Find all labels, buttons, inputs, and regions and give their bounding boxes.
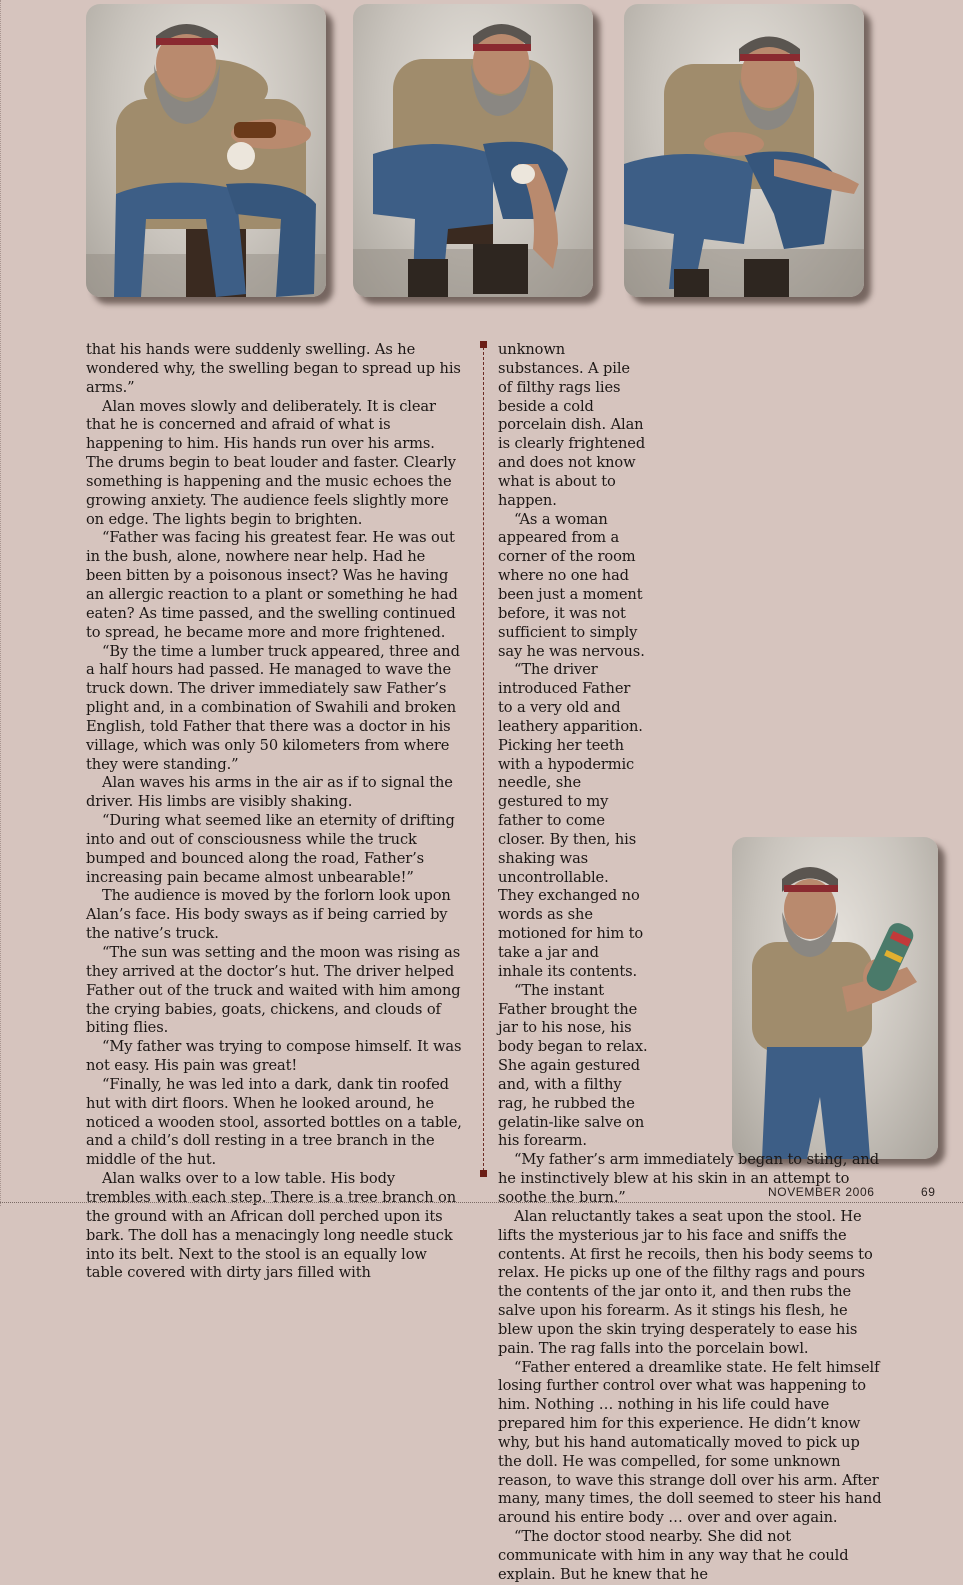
issue-date: NOVEMBER 2006: [768, 1185, 875, 1199]
photo-open-hand: [624, 4, 864, 297]
photo-rubbing-arm: [353, 4, 593, 297]
divider-top-cap: [480, 341, 487, 348]
man-open-hand-illustration: [624, 4, 864, 297]
paragraph: “Father was facing his greatest fear. He was out in the bush, alone, nowhere near help. Had he been bitten by a poisonous insect? Was he having an allergic reaction to a plant or something he had eaten? As time passed, and the swelling continued to spread, he became more and more frightened.: [86, 529, 458, 641]
paragraph: Alan walks over to a low table. His body trembles with each step. There is a tree branch on the ground with an African doll perched upon its bark. The doll has a menacingly long needle stuck into its belt. Next to the stool is an equally low table covered with dirty jars filled with: [86, 1170, 457, 1282]
paragraph: Alan moves slowly and deliberately. It is clear that he is concerned and afraid of what is happening to him. His hands run over his arms. The drums begin to beat louder and faster. Clearly something is happening and the music echoes the growing anxiety. The audience feels slightly more on edge. The lights begin to brighten.: [86, 397, 456, 528]
article-column-right: [498, 341, 886, 1585]
paragraph: “By the time a lumber truck appeared, three and a half hours had passed. He managed to wave the truck down. The driver immediately saw Father’s plight and, in a combination of Swahili and broken English, told Father that there was a doctor in his village, which was only 50 kilometers from where they were standing.”: [86, 642, 460, 773]
image-wrap-spacer: [648, 811, 886, 1131]
column-divider: [483, 342, 484, 1176]
page-number: 69: [921, 1185, 936, 1199]
paragraph: Alan waves his arms in the air as if to signal the driver. His limbs are visibly shaking.: [86, 774, 453, 811]
paragraph: that his hands were suddenly swelling. As he wondered why, the swelling began to spread up his arms.”: [86, 341, 461, 396]
paragraph: “The doctor stood nearby. She did not communicate with him in any way that he could explain. But he knew that he: [498, 1528, 849, 1583]
paragraph: “As a woman appeared from a corner of the room where no one had been just a moment before, it was not sufficient to simply say he was nervous.: [498, 510, 645, 660]
paragraph: “The instant Father brought the jar to his nose, his body began to relax. She again gestured and, with a filthy rag, he rubbed the gelatin-like salve on his forearm.: [498, 981, 648, 1150]
divider-bottom-cap: [480, 1170, 487, 1177]
paragraph: “Finally, he was led into a dark, dank tin roofed hut with dirt floors. When he looked around, he noticed a wooden stool, assorted bottles on a table, and a child’s doll resting in a tree branch in the middle of the hut.: [86, 1075, 462, 1169]
paragraph: “Father entered a dreamlike state. He felt himself losing further control over what was happening to him. Nothing … nothing in his life could have prepared him for this experience. He didn’t know why, but his hand automatically moved to pick up the doll. He was compelled, for some unknown reason, to wave this strange doll over his arm. After many, many times, the doll seemed to steer his hand around his entire body … over and over again.: [498, 1358, 882, 1527]
man-rubbing-arm-illustration: [353, 4, 593, 297]
article-column-left: [86, 341, 462, 1283]
page-edge: [0, 0, 1, 1206]
paragraph: “The driver introduced Father to a very old and leathery apparition. Picking her teeth with a hypodermic needle, she gestured to my father to come closer. By then, his shaking was uncontrollable. They exchanged no words as she motioned for him to take a jar and inhale its contents.: [498, 661, 644, 980]
man-pouring-illustration: [86, 4, 326, 297]
photo-pouring-bottle: [86, 4, 326, 297]
paragraph: “During what seemed like an eternity of drifting into and out of consciousness while the truck bumped and bounced along the road, Father’s increasing pain became almost unbearable!”: [86, 812, 455, 886]
footer-rule: [0, 1202, 963, 1203]
paragraph: “My father’s arm immediately began to sting, and he instinctively blew at his skin in an attempt to soothe the burn.”: [498, 1151, 879, 1206]
paragraph: The audience is moved by the forlorn look upon Alan’s face. His body sways as if being carried by the native’s truck.: [86, 887, 451, 943]
paragraph: Alan reluctantly takes a seat upon the stool. He lifts the mysterious jar to his face and sniffs the contents. At first he recoils, then his body seems to relax. He picks up one of the filthy rags and pours the contents of the jar onto it, and then rubs the salve upon his forearm. As it stings his flesh, he blew upon the skin trying desperately to ease his pain. The rag falls into the porcelain bowl.: [498, 1207, 873, 1357]
paragraph: “The sun was setting and the moon was rising as they arrived at the doctor’s hut. The driver helped Father out of the truck and waited with him among the crying babies, goats, chickens, and clouds of biting flies.: [86, 944, 461, 1037]
paragraph: unknown substances. A pile of filthy rags lies beside a cold porcelain dish. Alan is clearly frightened and does not know what is about to happen.: [498, 341, 646, 509]
paragraph: “My father was trying to compose himself. It was not easy. His pain was great!: [86, 1038, 462, 1075]
